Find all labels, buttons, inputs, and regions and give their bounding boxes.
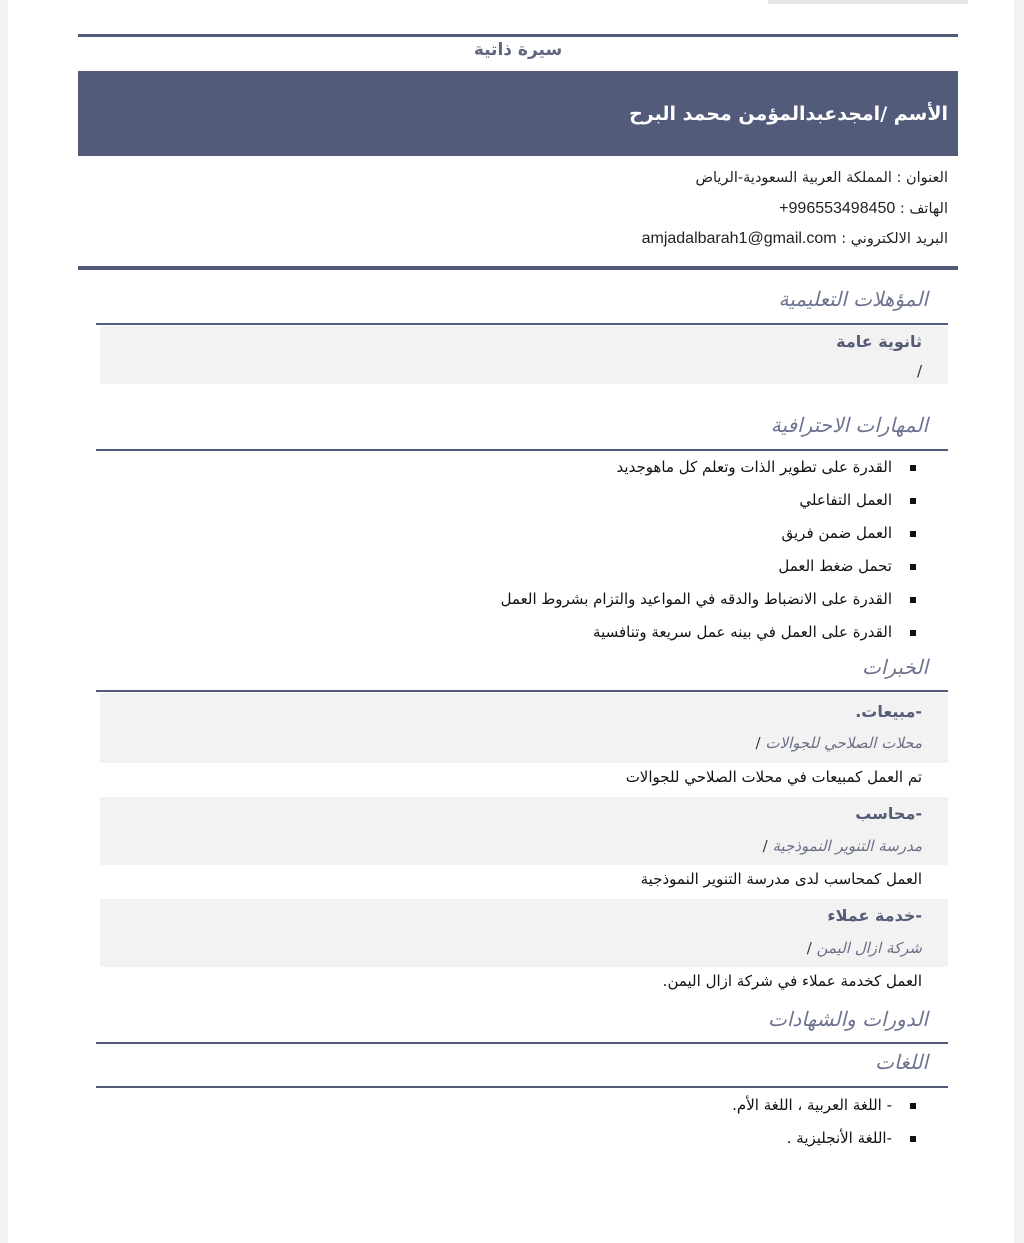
skill-item: القدرة على العمل في بينه عمل سريعة وتنافسية: [501, 616, 918, 649]
skill-item: القدرة على تطوير الذات وتعلم كل ماهوجديد: [501, 451, 918, 484]
courses-heading: الدورات والشهادات: [768, 1007, 928, 1031]
resume-page: [8, 0, 1014, 1243]
experience-company: [807, 939, 922, 957]
languages-heading: اللغات: [875, 1050, 928, 1074]
skills-list: [501, 451, 918, 649]
experience-title: -محاسب: [855, 804, 922, 823]
experience-separator: /: [755, 734, 761, 752]
experience-company: [756, 734, 922, 752]
experience-rule: [96, 690, 948, 692]
contact-address: العنوان : المملكة العربية السعودية-الرياض: [695, 170, 948, 186]
experience-company-name: محلات الصلاحي للجوالات: [765, 734, 922, 752]
education-heading: المؤهلات التعليمية: [778, 287, 928, 311]
phone-label: الهاتف :: [895, 201, 948, 217]
contact-phone: [779, 200, 948, 218]
language-item: - اللغة العربية ، اللغة الأم.: [732, 1089, 918, 1122]
languages-list: [732, 1089, 918, 1155]
experience-separator: /: [806, 939, 812, 957]
email-label: البريد الالكتروني :: [836, 231, 948, 247]
language-item: -اللغة الأنجليزية .: [732, 1122, 918, 1155]
contact-email: [642, 230, 948, 248]
header-top-rule: [78, 34, 958, 37]
skill-item: العمل ضمن فريق: [501, 517, 918, 550]
courses-rule: [96, 1042, 948, 1044]
experience-company-name: مدرسة التنوير النموذجية: [772, 837, 922, 855]
experience-title: -مبيعات.: [855, 702, 922, 721]
experience-company: [763, 837, 922, 855]
experience-title: -خدمة عملاء: [827, 906, 922, 925]
skills-heading: المهارات الاحترافية: [770, 413, 928, 437]
contact-bottom-rule: [78, 266, 958, 270]
experience-heading: الخبرات: [861, 655, 928, 679]
experience-description: العمل كخدمة عملاء في شركة ازال اليمن.: [662, 972, 922, 990]
phone-value: +996553498450: [779, 200, 896, 217]
candidate-name: الأسم /امجدعبدالمؤمن محمد البرح: [629, 102, 948, 125]
experience-company-name: شركة ازال اليمن: [816, 939, 922, 957]
skill-item: تحمل ضغط العمل: [501, 550, 918, 583]
email-value: amjadalbarah1@gmail.com: [641, 230, 837, 247]
education-rule: [96, 323, 948, 325]
education-entry-detail: /: [916, 362, 922, 380]
experience-separator: /: [762, 837, 768, 855]
languages-rule: [96, 1086, 948, 1088]
skill-item: العمل التفاعلي: [501, 484, 918, 517]
experience-description: العمل كمحاسب لدى مدرسة التنوير النموذجية: [640, 870, 922, 888]
experience-entry-bg: [100, 693, 948, 763]
name-banner: [78, 71, 958, 156]
education-entry-bg: [100, 326, 948, 384]
document-title: سيرة ذاتية: [473, 40, 563, 60]
skill-item: القدرة على الانضباط والدقه في المواعيد والتزام بشروط العمل: [501, 583, 918, 616]
education-entry-title: ثانوية عامة: [836, 332, 922, 351]
top-scroll-indicator: [768, 0, 968, 4]
experience-description: تم العمل كمبيعات في محلات الصلاحي للجوالات: [625, 768, 922, 786]
